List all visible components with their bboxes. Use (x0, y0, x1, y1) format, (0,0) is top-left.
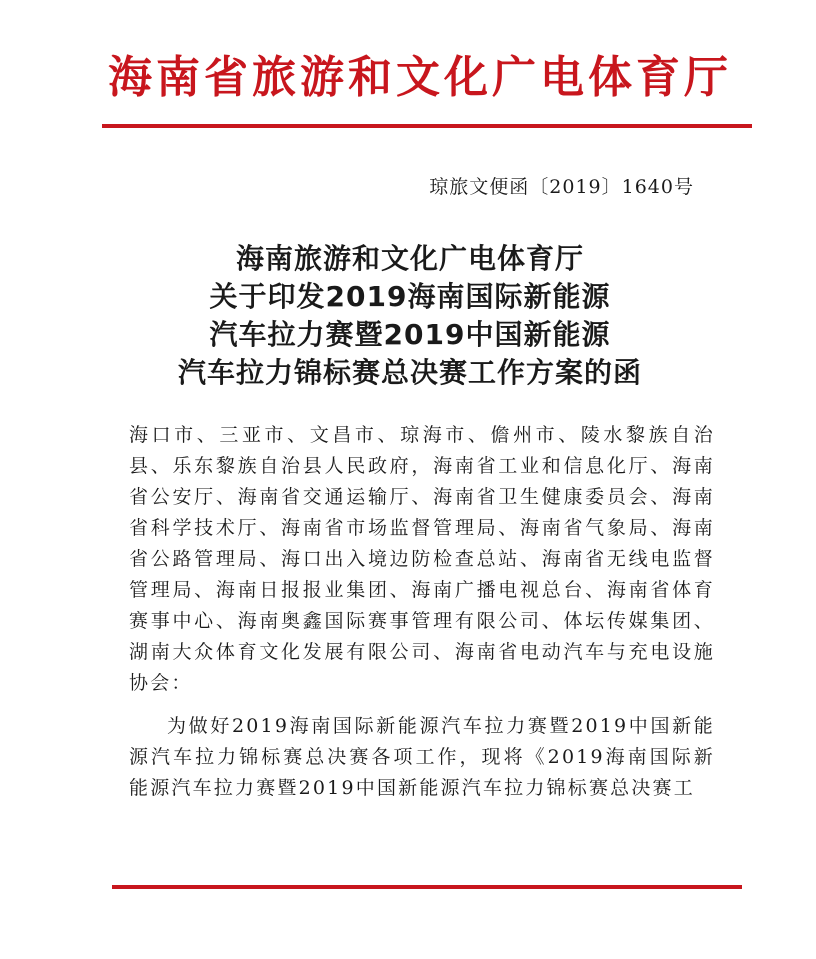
title-line-3: 汽车拉力赛暨2019中国新能源 (209, 318, 611, 351)
title-line-4: 汽车拉力锦标赛总决赛工作方案的函 (177, 356, 642, 389)
footer-red-rule (112, 885, 742, 889)
recipients-paragraph: 海口市、三亚市、文昌市、琼海市、儋州市、陵水黎族自治县、乐东黎族自治县人民政府，海南省工业和信息化厅、海南省公安厅、海南省交通运输厅、海南省卫生健康委员会、海南省科学技术厅、海南省市场监督管理局、海南省气象局、海南省公路管理局、海口出入境边防检查总站、海南省无线电监督管理局、海南日报报业集团、海南广播电视总台、海南省体育赛事中心、海南奥鑫国际赛事管理有限公司、体坛传媒集团、湖南大众体育文化发展有限公司、海南省电动汽车与充电设施协会： (129, 424, 715, 694)
letterhead-red-rule (102, 124, 752, 128)
document-body (129, 420, 715, 804)
letterhead-org-name: 海南省旅游和文化广电体育厅 (108, 52, 732, 103)
document-title (120, 240, 700, 392)
title-line-2: 关于印发2019海南国际新能源 (209, 280, 611, 313)
document-number: 琼旅文便函〔2019〕1640号 (429, 176, 694, 198)
title-line-1: 海南旅游和文化广电体育厅 (235, 242, 584, 275)
body-paragraph: 为做好2019海南国际新能源汽车拉力赛暨2019中国新能源汽车拉力锦标赛总决赛各项工作，现将《2019海南国际新能源汽车拉力赛暨2019中国新能源汽车拉力锦标赛总决赛工 (129, 715, 715, 799)
